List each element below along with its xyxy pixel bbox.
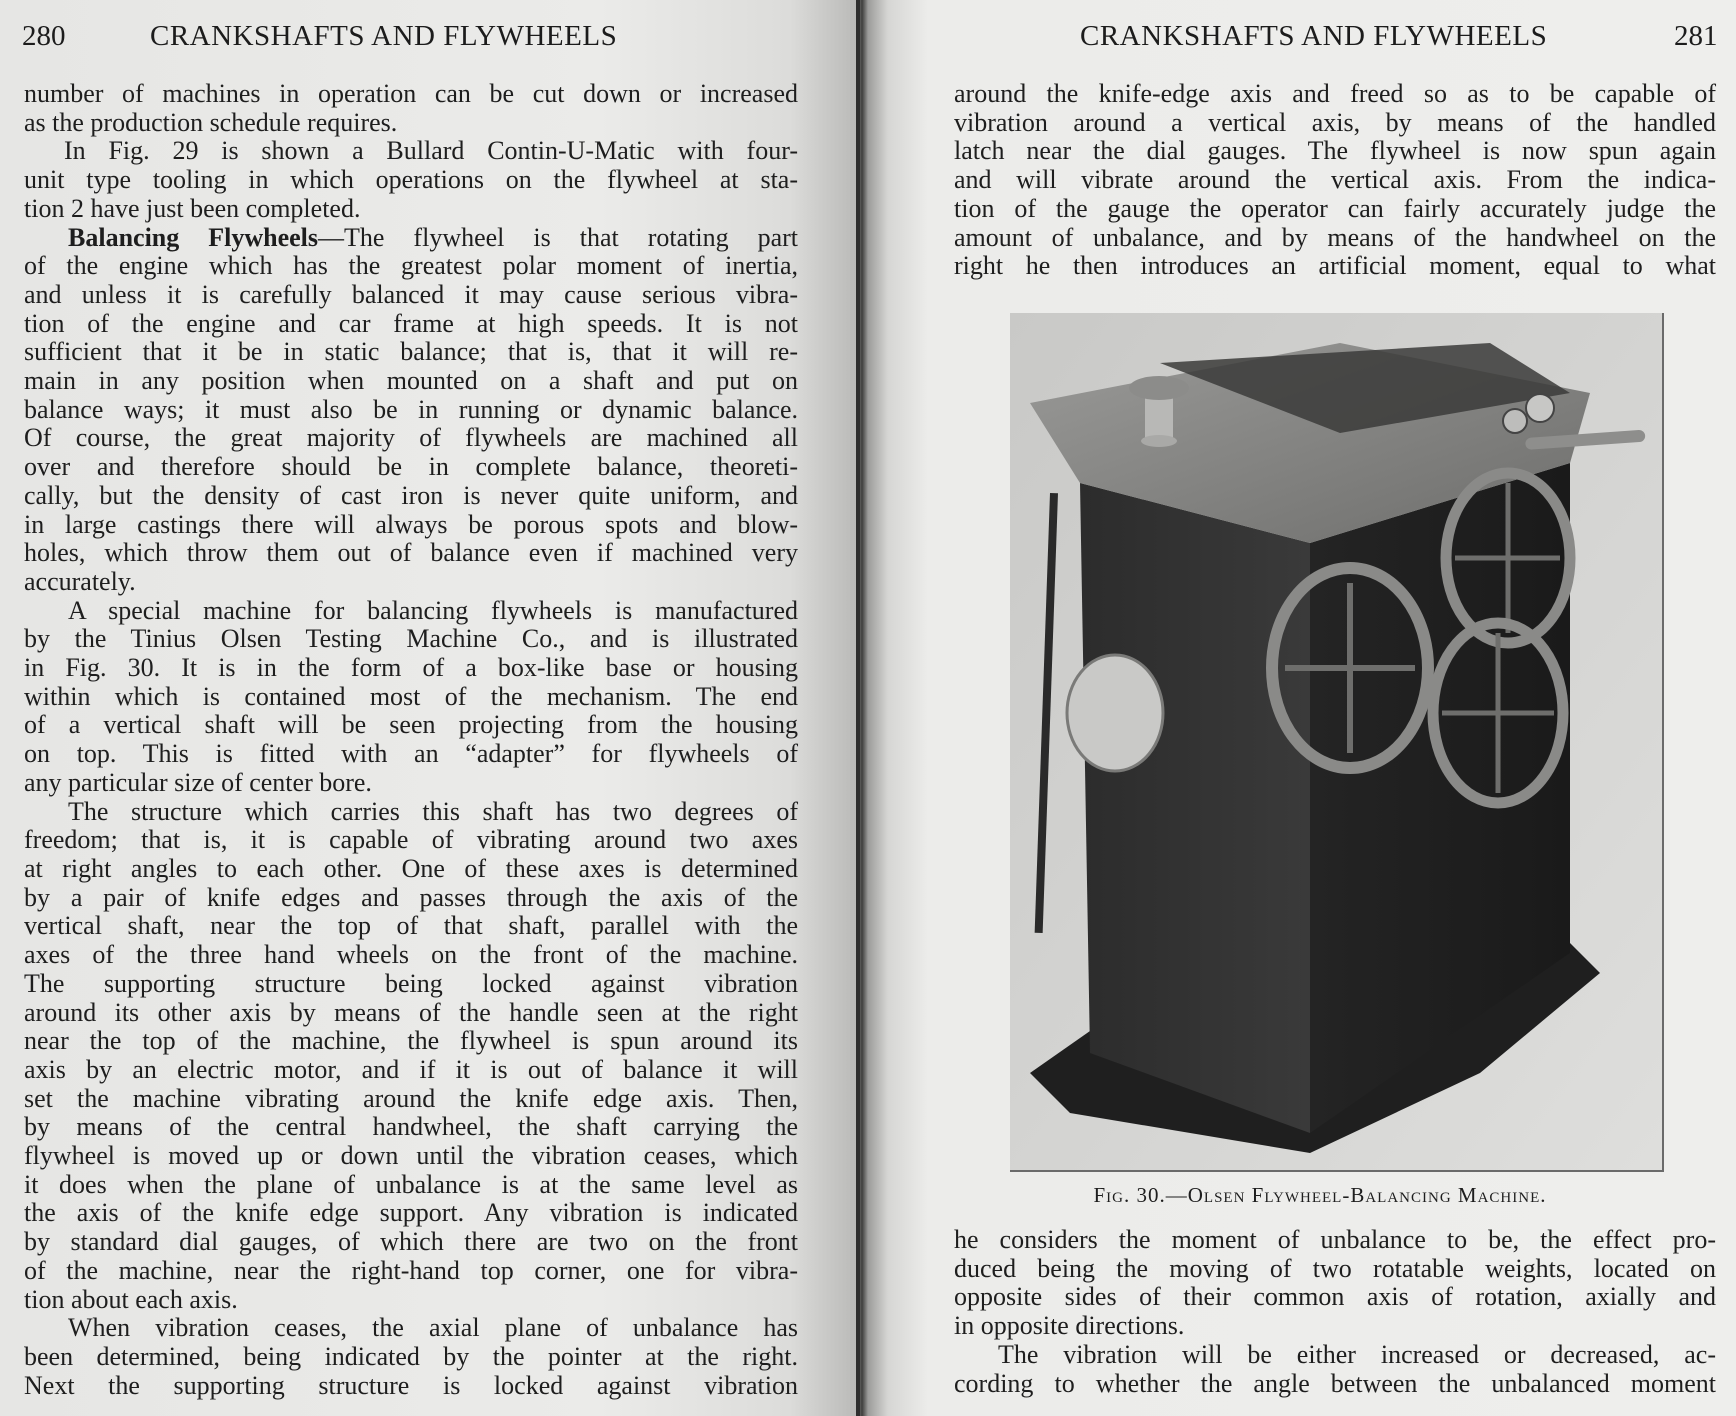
- text-line: flywheel is moved up or down until the vibration ceases, which: [24, 1141, 798, 1171]
- text-line: been determined, being indicated by the pointer at the right.: [24, 1341, 798, 1371]
- text-line: tion 2 have just been completed.: [24, 193, 361, 223]
- text-line: The vibration will be either increased or decreased, ac-: [998, 1339, 1716, 1369]
- text-line: unit type tooling in which operations on the flywheel at sta-: [24, 165, 798, 195]
- figure-caption: Fig. 30.—Olsen Flywheel-Balancing Machine.: [1093, 1183, 1547, 1207]
- text-line: When vibration ceases, the axial plane of unbalance has: [68, 1313, 798, 1343]
- front-disc: [1067, 655, 1163, 771]
- text-line: balance ways; it must also be in running or dynamic balance.: [24, 394, 798, 424]
- text-line: around the knife-edge axis and freed so as to be capable of: [954, 79, 1716, 108]
- text-line: in large castings there will always be porous spots and blow-: [24, 509, 798, 539]
- figure-photo: [1010, 313, 1664, 1172]
- machine-front-panel: [1080, 483, 1310, 1133]
- text-line: of the machine, near the right-hand top corner, one for vibra-: [24, 1255, 798, 1285]
- running-head-left: CRANKSHAFTS AND FLYWHEELS: [150, 20, 618, 52]
- text-line: Balancing Flywheels—The flywheel is that rotating part: [68, 222, 798, 252]
- text-line: The supporting structure being locked against vibration: [24, 968, 798, 998]
- text-line: vertical shaft, near the top of that shaft, parallel with the: [24, 911, 798, 941]
- text-line: holes, which throw them out of balance even if machined very: [24, 538, 798, 568]
- dial-gauge-icon: [1503, 409, 1527, 433]
- text-line: and unless it is carefully balanced it may cause serious vibra-: [24, 279, 798, 309]
- text-line: A special machine for balancing flywheels is manufactured: [68, 595, 798, 625]
- text-line: in Fig. 30. It is in the form of a box-like base or housing: [24, 653, 798, 683]
- left-body-text: [24, 80, 798, 1400]
- text-line: in opposite directions.: [954, 1311, 1185, 1341]
- text-line: and will vibrate around the vertical axis. From the indica-: [954, 165, 1716, 195]
- text-line: by means of the central handwheel, the shaft carrying the: [24, 1112, 798, 1142]
- text-line: The structure which carries this shaft has two degrees of: [68, 796, 798, 826]
- text-line: of the engine which has the greatest polar moment of inertia,: [24, 251, 798, 281]
- text-line: number of machines in operation can be cut down or increased: [24, 79, 798, 108]
- text-line: Next the supporting structure is locked against vibration: [24, 1370, 798, 1400]
- text-line: around its other axis by means of the handle seen at the right: [24, 997, 798, 1027]
- text-line: right he then introduces an artificial moment, equal to what: [954, 251, 1716, 281]
- text-line: tion about each axis.: [24, 1284, 238, 1314]
- handwheel-icon: [1433, 623, 1563, 803]
- book-gutter: [856, 0, 860, 1416]
- text-line: by the Tinius Olsen Testing Machine Co., and is illustrated: [24, 624, 798, 654]
- right-body-text-bottom: [954, 1226, 1716, 1398]
- text-line: Of course, the great majority of flywheels are machined all: [24, 423, 798, 453]
- left-page: [0, 0, 858, 1416]
- page-number-right: 281: [1674, 20, 1718, 52]
- text-line: near the top of the machine, the flywheel is spun around its: [24, 1026, 798, 1056]
- text-line: axes of the three hand wheels on the front of the machine.: [24, 940, 798, 970]
- text-line: amount of unbalance, and by means of the handwheel on the: [954, 222, 1716, 252]
- text-line: axis by an electric motor, and if it is out of balance it will: [24, 1054, 798, 1084]
- running-head-right: CRANKSHAFTS AND FLYWHEELS: [1080, 20, 1548, 52]
- text-line: freedom; that is, it is capable of vibrating around two axes: [24, 825, 798, 855]
- text-line: tion of the engine and car frame at high speeds. It is not: [24, 308, 798, 338]
- text-line: latch near the dial gauges. The flywheel is now spun again: [954, 136, 1716, 166]
- text-line: on top. This is fitted with an “adapter” for flywheels of: [24, 739, 798, 769]
- text-line: within which is contained most of the mechanism. The end: [24, 681, 798, 711]
- right-body-text-top: [954, 80, 1716, 281]
- text-line: at right angles to each other. One of these axes is determined: [24, 853, 798, 883]
- text-line: cording to whether the angle between the unbalanced moment: [954, 1368, 1716, 1398]
- page-number-left: 280: [22, 20, 66, 52]
- text-line: main in any position when mounted on a shaft and put on: [24, 366, 798, 396]
- handwheel-icon: [1272, 568, 1428, 768]
- text-line: sufficient that it be in static balance; that is, that it will re-: [24, 337, 798, 367]
- text-line: any particular size of center bore.: [24, 767, 372, 797]
- text-line: as the production schedule requires.: [24, 107, 398, 137]
- text-line: he considers the moment of unbalance to be, the effect pro-: [954, 1225, 1716, 1254]
- text-line: of a vertical shaft will be seen projecting from the housing: [24, 710, 798, 740]
- text-line: accurately.: [24, 566, 136, 596]
- section-heading-balancing-flywheels: Balancing Flywheels: [68, 222, 319, 252]
- text-line: In Fig. 29 is shown a Bullard Contin-U-Matic with four-: [64, 136, 798, 166]
- machine-illustration: [1010, 313, 1662, 1170]
- text-line: opposite sides of their common axis of rotation, axially and: [954, 1282, 1716, 1312]
- text-line: cally, but the density of cast iron is never quite uniform, and: [24, 480, 798, 510]
- text-line: set the machine vibrating around the knife edge axis. Then,: [24, 1083, 798, 1113]
- text-line: by a pair of knife edges and passes through the axis of the: [24, 882, 798, 912]
- handwheel-icon: [1446, 473, 1570, 643]
- text-line: it does when the plane of unbalance is at the same level as: [24, 1169, 798, 1199]
- text-line: by standard dial gauges, of which there are two on the front: [24, 1227, 798, 1257]
- text-line: tion of the gauge the operator can fairly accurately judge the: [954, 193, 1716, 223]
- dial-gauge-icon: [1526, 394, 1554, 422]
- text-line: vibration around a vertical axis, by means of the handled: [954, 107, 1716, 137]
- text-line: the axis of the knife edge support. Any vibration is indicated: [24, 1198, 798, 1228]
- text-line: duced being the moving of two rotatable weights, located on: [954, 1253, 1716, 1283]
- text-line: over and therefore should be in complete balance, theoreti-: [24, 452, 798, 482]
